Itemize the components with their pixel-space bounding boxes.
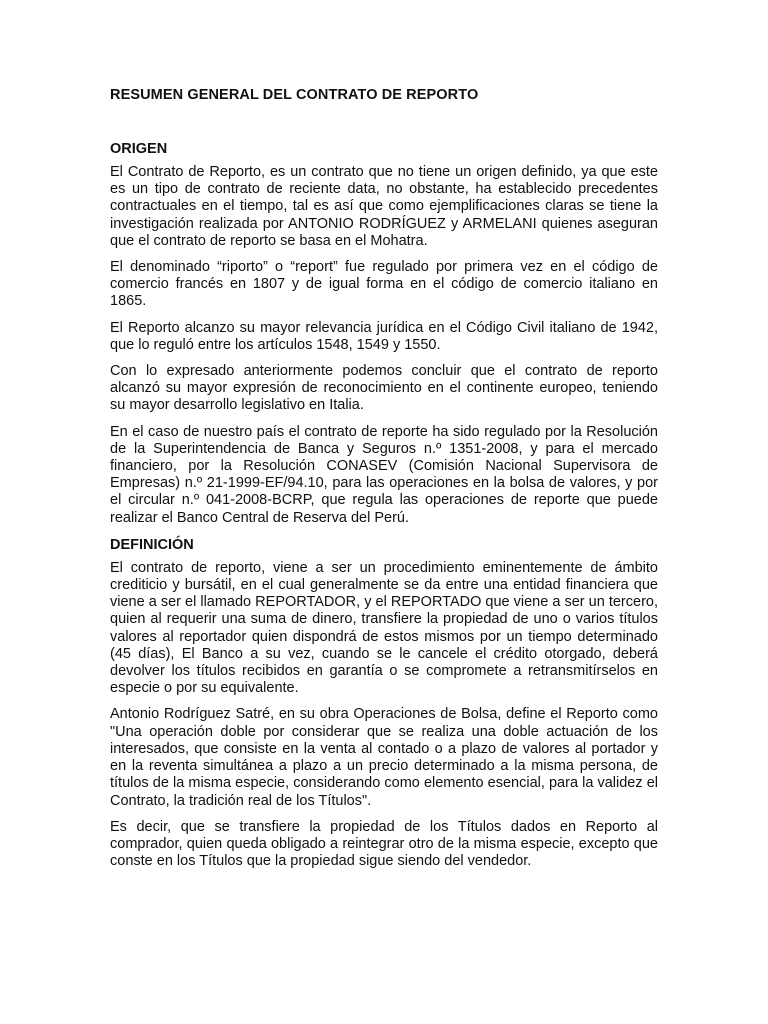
document-page [110,86,658,879]
section-origen [110,140,658,527]
paragraph: El Reporto alcanzo su mayor relevancia jurídica en el Código Civil italiano de 1942, que lo reguló entre los artículos 1548, 1549 y 1550. [110,319,658,353]
paragraph: Antonio Rodríguez Satré, en su obra Operaciones de Bolsa, define el Reporto como "Una operación doble por considerar que se realiza una doble actuación de los interesados, que consiste en la venta al contado o a plazo de valores al portador y en la reventa simultánea a plazo a un precio determinado a la misma persona, de títulos de la misma especie, considerando como elemento esencial, para la validez el Contrato, la tradición real de los Títulos". [110,706,658,809]
section-heading-origen: ORIGEN [110,141,168,157]
paragraph: El contrato de reporto, viene a ser un procedimiento eminentemente de ámbito crediticio y bursátil, en el cual generalmente se da entre una entidad financiera que viene a ser el llamado REPORTADOR, y el REPORTADO que viene a ser un tercero, quien al requerir una suma de dinero, transfiere la propiedad de uno o varios títulos valores al reportador quien dispondrá de estos mismos por un tiempo determinado (45 días), El Banco a su vez, cuando se le cancele el crédito otorgado, deberá devolver los títulos recibidos en garantía o se compromete a retransmitírselos en especie o por su equivalente. [110,559,658,697]
section-definicion [110,536,658,870]
paragraph: El denominado “riporto” o “report” fue regulado por primera vez en el código de comercio francés en 1807 y de igual forma en el código de comercio italiano en 1865. [110,259,658,310]
section-heading-definicion: DEFINICIÓN [110,536,194,553]
paragraph: El Contrato de Reporto, es un contrato que no tiene un origen definido, ya que este es un tipo de contrato de reciente data, no obstante, ha establecido precedentes contractuales en el tiempo, tal es así que como ejemplificaciones claras se tiene la investigación realizada por ANTONIO RODRÍGUEZ y ARMELANI quienes aseguran que el contrato de reporto se basa en el Mohatra. [110,164,658,249]
paragraph: En el caso de nuestro país el contrato de reporte ha sido regulado por la Resolución de la Superintendencia de Banca y Seguros n.º 1351-2008, y para el mercado financiero, por la Resolución CONASEV (Comisión Nacional Supervisora de Empresas) n.º 21-1999-EF/94.10, para las operaciones en la bolsa de valores, y por el circular n.º 041-2008-BCRP, que regula las operaciones de reporte que puede realizar el Banco Central de Reserva del Perú. [110,423,658,526]
document-title: RESUMEN GENERAL DEL CONTRATO DE REPORTO [110,87,479,103]
paragraph: Es decir, que se transfiere la propiedad de los Títulos dados en Reporto al comprador, quien queda obligado a reintegrar otro de la misma especie, excepto que conste en los Títulos que la propiedad sigue siendo del vendedor. [110,818,658,870]
paragraph: Con lo expresado anteriormente podemos concluir que el contrato de reporto alcanzó su mayor expresión de reconocimiento en el continente europeo, teniendo su mayor desarrollo legislativo en Italia. [110,363,658,414]
